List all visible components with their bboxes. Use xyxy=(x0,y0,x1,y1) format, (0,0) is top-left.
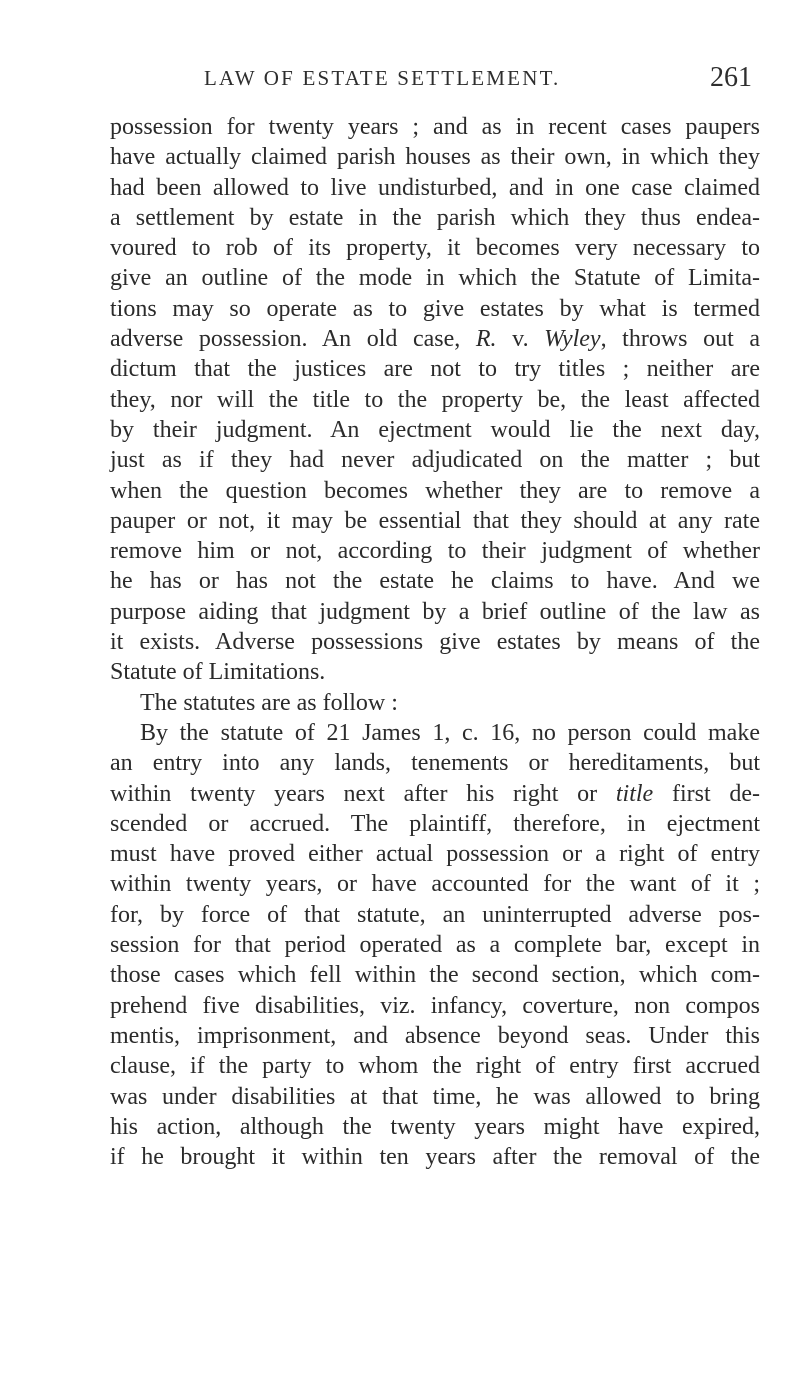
text-line xyxy=(110,1142,760,1172)
text-segment: adverse possession. An old case, xyxy=(110,326,476,353)
running-title: LAW OF ESTATE SETTLEMENT. xyxy=(204,66,561,90)
text-line xyxy=(110,142,760,172)
text-segment: if he brought it within ten years after the removal of the xyxy=(110,1144,760,1171)
text-segment: was under disabilities at that time, he was allowed to bring xyxy=(110,1083,760,1110)
italic-text-segment: Wyley xyxy=(544,326,601,353)
text-line xyxy=(110,445,760,475)
text-segment: purpose aiding that judgment by a brief outline of the law as xyxy=(110,598,760,625)
text-line xyxy=(110,1112,760,1142)
text-line xyxy=(110,476,760,506)
text-line xyxy=(110,688,760,718)
text-line xyxy=(110,415,760,445)
text-segment: had been allowed to live undisturbed, and in one case claimed xyxy=(110,174,760,201)
text-line xyxy=(110,809,760,839)
text-line xyxy=(110,203,760,233)
text-segment: clause, if the party to whom the right of entry first accrued xyxy=(110,1053,760,1080)
text-line xyxy=(110,1051,760,1081)
text-line xyxy=(110,566,760,596)
text-segment: tions may so operate as to give estates by what is termed xyxy=(110,295,760,322)
body-text xyxy=(110,112,760,1172)
text-line xyxy=(110,536,760,566)
italic-text-segment: R. xyxy=(475,326,497,353)
text-segment: have actually claimed parish houses as their own, in which they xyxy=(110,144,760,171)
text-segment: possession for twenty years ; and as in recent cases paupers xyxy=(110,114,760,140)
text-segment: remove him or not, according to their judgment of whether xyxy=(110,538,760,565)
text-segment: pauper or not, it may be essential that they should at any rate xyxy=(110,507,760,534)
text-line xyxy=(110,779,760,809)
text-segment: for, by force of that statute, an uninterrupted adverse pos- xyxy=(110,901,760,928)
text-line xyxy=(110,506,760,536)
text-line xyxy=(110,748,760,778)
text-segment: dictum that the justices are not to try titles ; neither are xyxy=(110,356,760,383)
text-segment: a settlement by estate in the parish which they thus endea- xyxy=(110,204,760,231)
text-segment: voured to rob of its property, it becomes very necessary to xyxy=(110,235,760,262)
text-segment: first de- xyxy=(653,780,760,807)
text-segment: mentis, imprisonment, and absence beyond seas. Under this xyxy=(110,1022,760,1049)
text-line xyxy=(110,294,760,324)
text-segment: an entry into any lands, tenements or hereditaments, but xyxy=(110,750,760,777)
text-segment: his action, although the twenty years might have expired, xyxy=(110,1113,760,1140)
text-line xyxy=(110,1021,760,1051)
text-line xyxy=(110,657,760,687)
text-segment: they, nor will the title to the property be, the least affected xyxy=(110,386,760,413)
text-segment: within twenty years next after his right or xyxy=(110,780,616,807)
text-segment: v. xyxy=(496,326,545,353)
text-line xyxy=(110,354,760,384)
text-line xyxy=(110,324,760,354)
text-segment: it exists. Adverse possessions give estates by means of the xyxy=(110,629,760,656)
text-line xyxy=(110,991,760,1021)
text-segment: By the statute of 21 James 1, c. 16, no person could make xyxy=(140,719,760,746)
text-line xyxy=(110,900,760,930)
text-line xyxy=(110,233,760,263)
text-segment: scended or accrued. The plaintiff, therefore, in ejectment xyxy=(110,810,760,837)
running-header xyxy=(110,62,760,102)
text-segment: when the question becomes whether they are to remove a xyxy=(110,477,760,504)
text-line xyxy=(110,1082,760,1112)
text-line xyxy=(110,173,760,203)
text-line xyxy=(110,718,760,748)
text-segment: must have proved either actual possession or a right of entry xyxy=(110,841,760,868)
text-segment: give an outline of the mode in which the Statute of Limita- xyxy=(110,265,760,292)
text-segment: he has or has not the estate he claims to have. And we xyxy=(110,568,760,595)
italic-text-segment: title xyxy=(615,780,654,807)
text-line xyxy=(110,385,760,415)
text-segment: The statutes are as follow : xyxy=(140,689,398,716)
text-segment: those cases which fell within the second section, which com- xyxy=(110,962,760,989)
text-line xyxy=(110,869,760,899)
text-segment: by their judgment. An ejectment would lie the next day, xyxy=(110,416,760,443)
text-line xyxy=(110,263,760,293)
text-line xyxy=(110,112,760,142)
text-segment: , throws out a xyxy=(600,326,760,353)
text-line xyxy=(110,597,760,627)
text-segment: just as if they had never adjudicated on the matter ; but xyxy=(110,447,760,474)
text-line xyxy=(110,930,760,960)
text-segment: Statute of Limitations. xyxy=(110,659,326,686)
text-segment: within twenty years, or have accounted for the want of it ; xyxy=(110,871,760,898)
text-segment: session for that period operated as a complete bar, except in xyxy=(110,932,760,959)
text-segment: prehend five disabilities, viz. infancy, coverture, non compos xyxy=(110,992,760,1019)
page-number: 261 xyxy=(710,62,752,93)
text-line xyxy=(110,839,760,869)
text-line xyxy=(110,627,760,657)
text-line xyxy=(110,960,760,990)
